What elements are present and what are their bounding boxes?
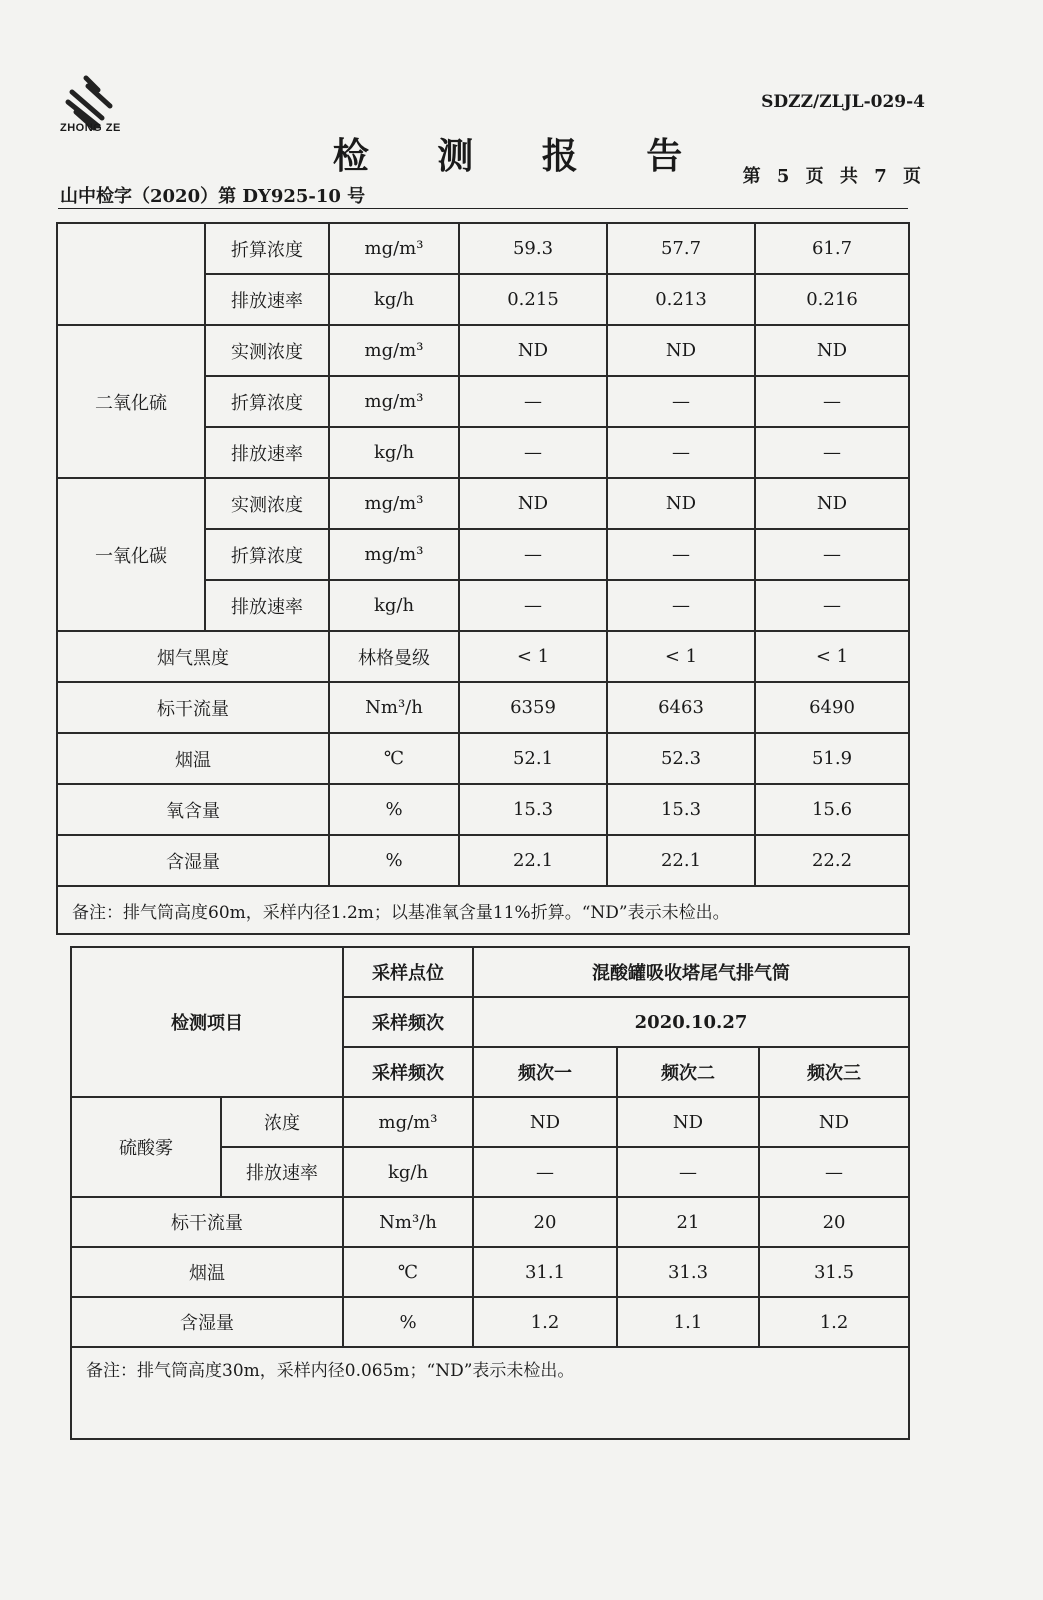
results-table-2 <box>70 946 910 1440</box>
group-cell <box>57 223 205 325</box>
value-cell: — <box>459 427 607 478</box>
value-cell: 20 <box>473 1197 617 1247</box>
site-value: 混酸罐吸收塔尾气排气筒 <box>473 947 909 997</box>
value-cell: 6463 <box>607 682 755 733</box>
value-cell: 1.1 <box>617 1297 759 1347</box>
unit-cell: % <box>329 784 459 835</box>
value-cell: 59.3 <box>459 223 607 274</box>
page-number: 第 5 页 共 7 页 <box>742 166 921 187</box>
item-cell: 排放速率 <box>205 580 329 631</box>
frequency-header: 频次三 <box>759 1047 909 1097</box>
value-cell: 15.6 <box>755 784 909 835</box>
item-cell: 排放速率 <box>205 274 329 325</box>
table-row <box>57 682 909 733</box>
value-cell: 20 <box>759 1197 909 1247</box>
value-cell: 57.7 <box>607 223 755 274</box>
value-cell: — <box>459 376 607 427</box>
value-cell: ND <box>755 478 909 529</box>
value-cell: 6359 <box>459 682 607 733</box>
value-cell: — <box>607 376 755 427</box>
value-cell: — <box>473 1147 617 1197</box>
item-cell: 烟温 <box>71 1247 343 1297</box>
value-cell: ND <box>459 478 607 529</box>
report-number: 山中检字（2020）第 DY925-10 号 <box>60 186 366 207</box>
header-divider <box>58 208 908 209</box>
date-label: 采样频次 <box>343 997 473 1047</box>
table-row <box>57 478 909 529</box>
value-cell: < 1 <box>755 631 909 682</box>
value-cell: 15.3 <box>459 784 607 835</box>
unit-cell: mg/m³ <box>343 1097 473 1147</box>
table-note: 备注：排气筒高度30m，采样内径0.065m；“ND”表示未检出。 <box>71 1347 909 1439</box>
value-cell: 0.215 <box>459 274 607 325</box>
table-row <box>71 1247 909 1297</box>
unit-cell: mg/m³ <box>329 376 459 427</box>
document-code: SDZZ/ZLJL-029-4 <box>761 92 925 112</box>
value-cell: — <box>607 427 755 478</box>
item-cell: 含湿量 <box>57 835 329 886</box>
site-label: 采样点位 <box>343 947 473 997</box>
group-cell: 二氧化硫 <box>57 325 205 478</box>
value-cell: — <box>459 580 607 631</box>
item-cell: 标干流量 <box>71 1197 343 1247</box>
item-cell: 排放速率 <box>221 1147 343 1197</box>
frequency-header: 频次一 <box>473 1047 617 1097</box>
table-row <box>71 1097 909 1147</box>
results-table-1 <box>56 222 910 935</box>
unit-cell: % <box>329 835 459 886</box>
table-row <box>57 631 909 682</box>
value-cell: ND <box>759 1097 909 1147</box>
value-cell: 1.2 <box>759 1297 909 1347</box>
table-header-row <box>71 947 909 997</box>
item-cell: 含湿量 <box>71 1297 343 1347</box>
value-cell: 31.5 <box>759 1247 909 1297</box>
date-value: 2020.10.27 <box>473 997 909 1047</box>
frequency-header: 频次二 <box>617 1047 759 1097</box>
group-cell: 硫酸雾 <box>71 1097 221 1197</box>
value-cell: 1.2 <box>473 1297 617 1347</box>
value-cell: 51.9 <box>755 733 909 784</box>
value-cell: ND <box>607 325 755 376</box>
table-row <box>71 1197 909 1247</box>
unit-cell: ℃ <box>343 1247 473 1297</box>
value-cell: — <box>759 1147 909 1197</box>
value-cell: — <box>459 529 607 580</box>
value-cell: ND <box>607 478 755 529</box>
value-cell: 21 <box>617 1197 759 1247</box>
value-cell: < 1 <box>459 631 607 682</box>
unit-cell: ℃ <box>329 733 459 784</box>
table-row <box>57 223 909 274</box>
value-cell: 6490 <box>755 682 909 733</box>
unit-cell: kg/h <box>329 274 459 325</box>
item-cell: 折算浓度 <box>205 223 329 274</box>
value-cell: — <box>755 376 909 427</box>
value-cell: 52.3 <box>607 733 755 784</box>
item-cell: 标干流量 <box>57 682 329 733</box>
table-row <box>71 1297 909 1347</box>
value-cell: < 1 <box>607 631 755 682</box>
unit-cell: mg/m³ <box>329 223 459 274</box>
value-cell: 31.1 <box>473 1247 617 1297</box>
unit-cell: Nm³/h <box>329 682 459 733</box>
unit-cell: 林格曼级 <box>329 631 459 682</box>
value-cell: 52.1 <box>459 733 607 784</box>
unit-cell: kg/h <box>329 580 459 631</box>
value-cell: ND <box>617 1097 759 1147</box>
value-cell: — <box>755 427 909 478</box>
group-cell: 一氧化碳 <box>57 478 205 631</box>
value-cell: 0.216 <box>755 274 909 325</box>
item-cell: 烟气黑度 <box>57 631 329 682</box>
unit-cell: kg/h <box>343 1147 473 1197</box>
value-cell: 0.213 <box>607 274 755 325</box>
value-cell: ND <box>459 325 607 376</box>
value-cell: 22.2 <box>755 835 909 886</box>
unit-cell: mg/m³ <box>329 325 459 376</box>
unit-cell: kg/h <box>329 427 459 478</box>
item-cell: 实测浓度 <box>205 325 329 376</box>
unit-cell: % <box>343 1297 473 1347</box>
frequency-label: 采样频次 <box>343 1047 473 1097</box>
table-row <box>57 835 909 886</box>
note-row <box>71 1347 909 1439</box>
value-cell: 61.7 <box>755 223 909 274</box>
unit-cell: Nm³/h <box>343 1197 473 1247</box>
value-cell: — <box>755 529 909 580</box>
table-note: 备注：排气筒高度60m，采样内径1.2m；以基准氧含量11%折算。“ND”表示未检出。 <box>57 886 909 934</box>
unit-cell: mg/m³ <box>329 478 459 529</box>
item-cell: 折算浓度 <box>205 376 329 427</box>
item-cell: 浓度 <box>221 1097 343 1147</box>
item-cell: 氧含量 <box>57 784 329 835</box>
value-cell: 22.1 <box>459 835 607 886</box>
table-row <box>57 733 909 784</box>
table-row <box>57 784 909 835</box>
logo-text: ZHONG ZE <box>60 122 121 134</box>
value-cell: — <box>755 580 909 631</box>
page-title: 检 测 报 告 <box>332 135 711 177</box>
item-cell: 折算浓度 <box>205 529 329 580</box>
value-cell: ND <box>755 325 909 376</box>
item-cell: 实测浓度 <box>205 478 329 529</box>
value-cell: 15.3 <box>607 784 755 835</box>
value-cell: 22.1 <box>607 835 755 886</box>
value-cell: ND <box>473 1097 617 1147</box>
value-cell: 31.3 <box>617 1247 759 1297</box>
value-cell: — <box>617 1147 759 1197</box>
value-cell: — <box>607 529 755 580</box>
item-cell: 排放速率 <box>205 427 329 478</box>
header-item-cell: 检测项目 <box>71 947 343 1097</box>
unit-cell: mg/m³ <box>329 529 459 580</box>
table-row <box>57 325 909 376</box>
value-cell: — <box>607 580 755 631</box>
note-row <box>57 886 909 934</box>
item-cell: 烟温 <box>57 733 329 784</box>
